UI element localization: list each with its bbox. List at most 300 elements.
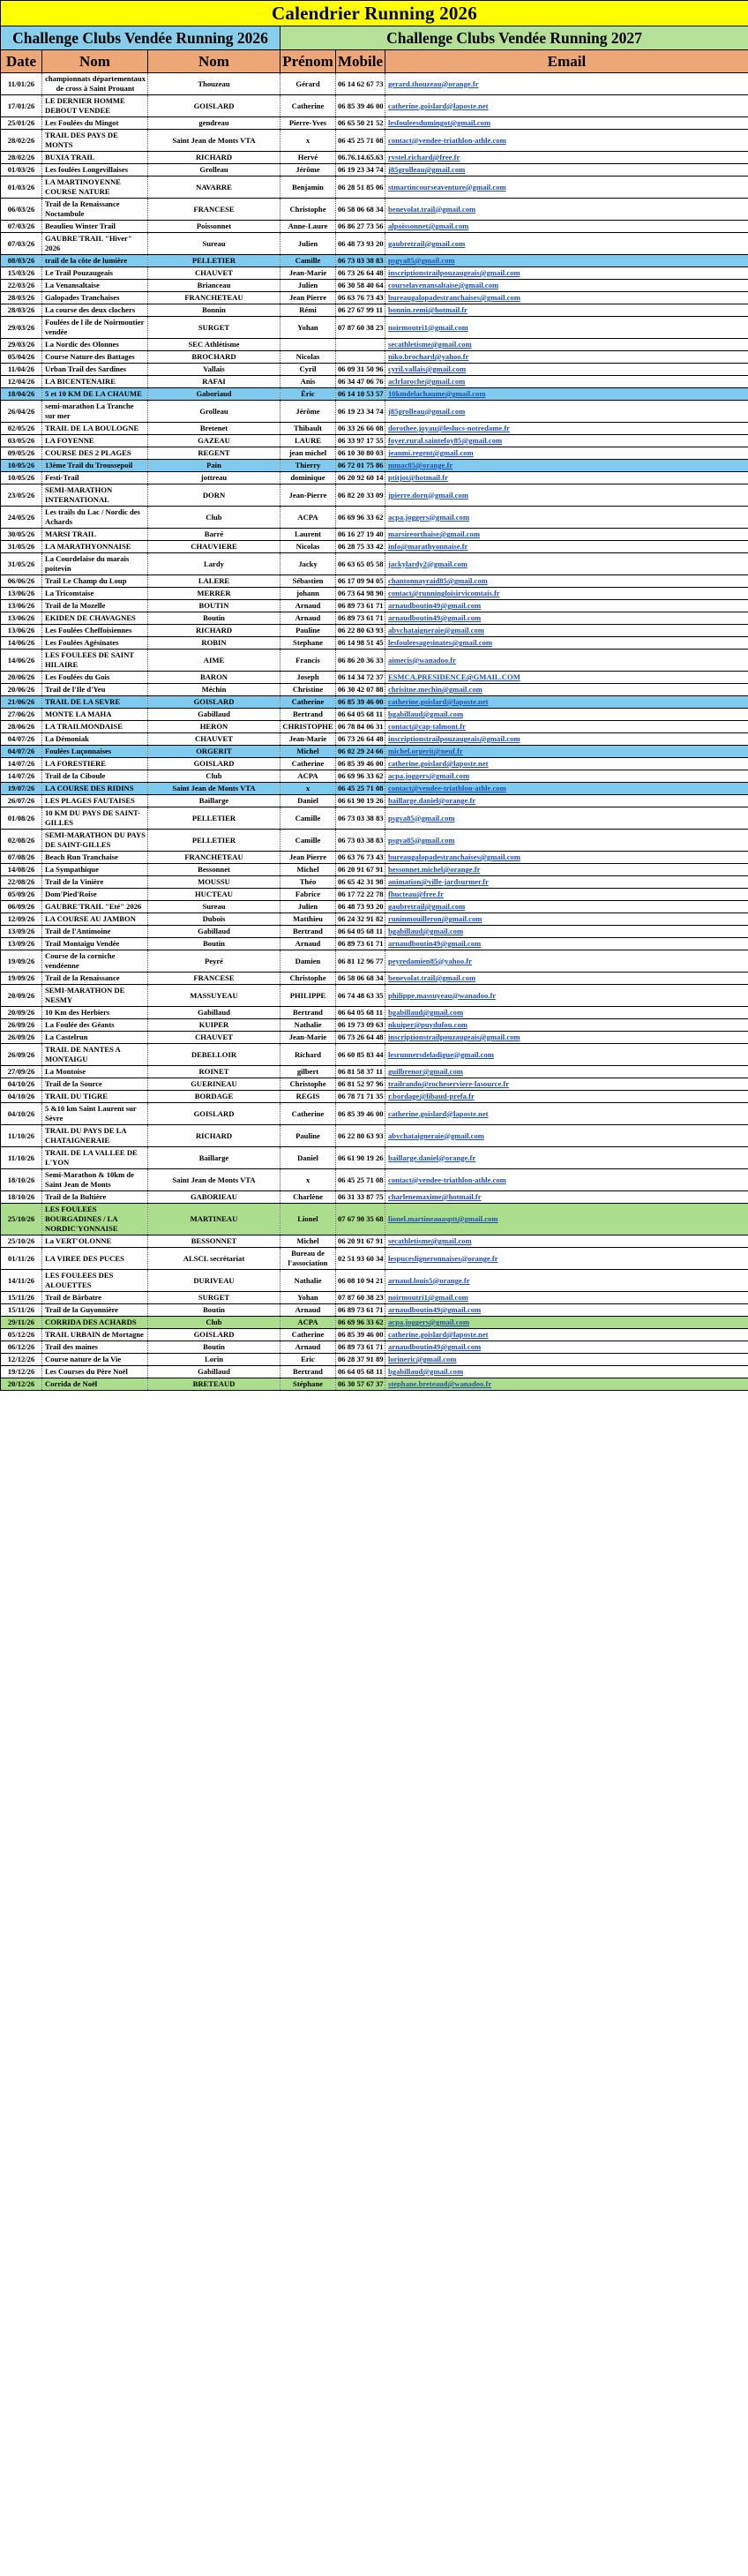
email-link[interactable]: catherine.goislard@laposte.net — [388, 1108, 489, 1118]
contact-mobile: 02 51 93 60 34 — [336, 1248, 385, 1270]
contact-firstname: Camille — [280, 807, 336, 830]
contact-mobile: 06 34 47 06 76 — [336, 376, 385, 388]
contact-email[interactable] — [385, 758, 748, 770]
contact-email[interactable] — [385, 130, 748, 152]
email-link[interactable]: baillarge.daniel@orange.fr — [388, 1153, 476, 1162]
contact-lastname: Gabillaud — [148, 1366, 280, 1378]
email-link[interactable]: jackylardy2@gmail.com — [388, 559, 468, 568]
email-link[interactable]: arnaudboutin49@gmail.com — [388, 601, 482, 610]
email-link[interactable]: acpa.joggers@gmail.com — [388, 512, 470, 522]
table-row — [1, 1341, 748, 1354]
contact-email[interactable] — [385, 176, 748, 199]
email-link[interactable]: contact@cap-talmont.fr — [388, 722, 466, 731]
email-link[interactable]: bgabillaud@gmail.com — [388, 1008, 464, 1017]
email-link[interactable]: catherine.goislard@laposte.net — [388, 101, 489, 110]
contact-email[interactable] — [385, 472, 748, 484]
email-link[interactable]: catherine.goislard@laposte.net — [388, 759, 489, 768]
contact-email[interactable] — [385, 1007, 748, 1019]
contact-email[interactable] — [385, 460, 748, 472]
event-date: 03/05/26 — [1, 435, 42, 447]
email-link[interactable]: noirmoutri1@gmail.com — [388, 322, 468, 332]
contact-lastname: CHAUVET — [148, 1032, 280, 1044]
contact-email[interactable] — [385, 1329, 748, 1341]
contact-email[interactable] — [385, 1078, 748, 1091]
email-link[interactable]: animation@ville-jardsurmer.fr — [388, 877, 489, 886]
email-link[interactable]: marsireorthaise@gmail.com — [388, 529, 481, 538]
email-link[interactable]: bureaugalopadestranchaises@gmail.com — [388, 852, 520, 861]
contact-email[interactable] — [385, 507, 748, 529]
contact-lastname: Gaboriaud — [148, 388, 280, 401]
contact-email[interactable] — [385, 684, 748, 696]
contact-email[interactable] — [385, 541, 748, 553]
email-link[interactable]: secathletisme@gmail.com — [388, 340, 472, 349]
contact-email[interactable] — [385, 95, 748, 117]
contact-firstname: Matthieu — [280, 913, 336, 926]
table-row — [1, 529, 748, 541]
header-email: Email — [385, 50, 748, 73]
email-link[interactable]: arnaudboutin49@gmail.com — [388, 1305, 482, 1314]
email-link[interactable]: peyredamien85@yahoo.fr — [388, 956, 472, 965]
contact-email[interactable] — [385, 117, 748, 130]
contact-email[interactable] — [385, 876, 748, 889]
event-date: 04/10/26 — [1, 1078, 42, 1091]
event-date: 13/09/26 — [1, 926, 42, 938]
event-date: 22/08/26 — [1, 876, 42, 889]
email-link[interactable]: r.bordage@libaud-prefa.fr — [388, 1092, 475, 1100]
contact-firstname: x — [280, 783, 336, 795]
contact-email[interactable] — [385, 351, 748, 364]
email-link[interactable]: stmartincourseaventure@gmail.com — [388, 182, 506, 192]
contact-email[interactable] — [385, 926, 748, 938]
contact-firstname: Bertrand — [280, 926, 336, 938]
email-link[interactable]: catherine.goislard@laposte.net — [388, 1330, 489, 1339]
email-link[interactable]: gerard.thouzeau@orange.fr — [388, 79, 479, 88]
email-link[interactable]: contact@vendee-triathlon-athle.com — [388, 135, 506, 145]
contact-firstname: Hervé — [280, 152, 336, 164]
contact-lastname: SEC Athlétisme — [148, 339, 280, 351]
event-name: LA FOYENNE — [42, 435, 148, 447]
contact-email[interactable] — [385, 267, 748, 280]
email-link[interactable]: bessonnet.michel@orange.fr — [388, 865, 481, 874]
contact-firstname: Christophe — [280, 199, 336, 221]
event-name: La course des deux clochers — [42, 304, 148, 317]
email-link[interactable]: cyril.vallais@gmail.com — [388, 364, 467, 373]
contact-email[interactable] — [385, 950, 748, 973]
contact-mobile: 06 22 80 63 93 — [336, 625, 385, 637]
event-name: Trail de la Source — [42, 1078, 148, 1091]
contact-email[interactable] — [385, 746, 748, 758]
contact-mobile: 06 73 26 64 48 — [336, 267, 385, 280]
email-link[interactable]: psgva85@gmail.com — [388, 813, 455, 822]
email-link[interactable]: philippe.massuyeau@wanadoo.fr — [388, 990, 497, 1000]
table-row — [1, 376, 748, 388]
event-date: 06/09/26 — [1, 901, 42, 913]
event-name: LES FOULEES BOURGADINES / LA NORDIC'YONNAISE — [42, 1204, 148, 1235]
contact-firstname: Daniel — [280, 1147, 336, 1169]
email-link[interactable]: nkuiper@puydufou.com — [388, 1020, 468, 1029]
email-link[interactable]: baillarge.daniel@orange.fr — [388, 796, 476, 805]
contact-email[interactable] — [385, 1366, 748, 1378]
table-row — [1, 1066, 748, 1078]
event-name: LA TRAILMONDAISE — [42, 721, 148, 733]
event-date: 01/03/26 — [1, 176, 42, 199]
contact-email[interactable] — [385, 612, 748, 625]
email-link[interactable]: catherine.goislard@laposte.net — [388, 697, 489, 706]
contact-firstname: Bureau de l'association — [280, 1248, 336, 1270]
contact-email[interactable] — [385, 709, 748, 721]
contact-email[interactable] — [385, 1169, 748, 1191]
contact-email[interactable] — [385, 1270, 748, 1292]
table-row — [1, 588, 748, 600]
email-link[interactable]: arnaudboutin49@gmail.com — [388, 613, 482, 622]
contact-lastname: PELLETIER — [148, 807, 280, 830]
contact-email[interactable] — [385, 1354, 748, 1366]
email-link[interactable]: gaubretrail@gmail.com — [388, 238, 466, 248]
contact-email[interactable] — [385, 435, 748, 447]
email-link[interactable]: lesrunnersdeladigue@gmail.com — [388, 1049, 494, 1059]
contact-lastname: GOISLARD — [148, 1329, 280, 1341]
contact-mobile: 06 58 06 68 34 — [336, 973, 385, 985]
email-link[interactable]: mmac85@orange.fr — [388, 461, 453, 469]
contact-email[interactable] — [385, 1292, 748, 1304]
contact-email[interactable] — [385, 221, 748, 233]
contact-email[interactable] — [385, 721, 748, 733]
event-name: TRAIL DE LA BOULOGNE — [42, 423, 148, 435]
contact-mobile: 06 85 39 46 00 — [336, 1329, 385, 1341]
event-name: Trail des maines — [42, 1341, 148, 1354]
contact-lastname: BOUTIN — [148, 600, 280, 612]
table-row — [1, 460, 748, 472]
contact-email[interactable] — [385, 913, 748, 926]
email-link[interactable]: abvchataigneraie@gmail.com — [388, 626, 484, 635]
contact-lastname: Vallais — [148, 364, 280, 376]
contact-mobile: 06 86 20 36 33 — [336, 650, 385, 672]
event-name: LA FORESTIERE — [42, 758, 148, 770]
contact-email[interactable] — [385, 388, 748, 401]
contact-firstname: Yohan — [280, 1292, 336, 1304]
event-date: 14/11/26 — [1, 1270, 42, 1292]
event-date: 13/06/26 — [1, 588, 42, 600]
contact-mobile: 06 45 25 71 08 — [336, 130, 385, 152]
contact-lastname: Lorin — [148, 1354, 280, 1366]
event-name: Les Foulées Cheffoisiennes — [42, 625, 148, 637]
email-link[interactable]: contact@vendee-triathlon-athle.com — [388, 1175, 506, 1184]
email-link[interactable]: charlenemaxime@hotmail.fr — [388, 1192, 482, 1201]
contact-email[interactable] — [385, 672, 748, 684]
contact-email[interactable] — [385, 1378, 748, 1391]
event-date: 20/09/26 — [1, 985, 42, 1007]
table-row — [1, 255, 748, 267]
email-link[interactable]: fhucteau@free.fr — [388, 890, 444, 898]
contact-mobile: 06 45 25 71 08 — [336, 1169, 385, 1191]
contact-lastname: HUCTEAU — [148, 889, 280, 901]
contact-email[interactable] — [385, 696, 748, 709]
event-name: GAUBRE'TRAIL "Hiver" 2026 — [42, 233, 148, 255]
contact-email[interactable] — [385, 1235, 748, 1248]
contact-mobile: 06 08 10 94 21 — [336, 1270, 385, 1292]
event-name: 5 &10 km Saint Laurent sur Sèvre — [42, 1103, 148, 1125]
email-link[interactable]: ESMCA.PRESIDENCE@GMAIL.COM — [388, 672, 520, 681]
event-name: Trail de Bârbatre — [42, 1292, 148, 1304]
contact-email[interactable] — [385, 1204, 748, 1235]
table-row — [1, 637, 748, 650]
table-row — [1, 1078, 748, 1091]
email-link[interactable]: lorineric@gmail.com — [388, 1355, 457, 1363]
email-link[interactable]: 10kmdelachaume@gmail.com — [388, 389, 486, 398]
contact-email[interactable] — [385, 1125, 748, 1147]
email-link[interactable]: inscriptionstrailpouzaugeais@gmail.com — [388, 268, 520, 277]
contact-email[interactable] — [385, 1317, 748, 1329]
event-name: La Tricomtaise — [42, 588, 148, 600]
email-link[interactable]: j85grolleau@gmail.com — [388, 406, 466, 416]
email-link[interactable]: stephane.breteaud@wanadoo.fr — [388, 1379, 492, 1388]
column-header-row — [1, 50, 748, 73]
contact-mobile: 06 48 73 93 20 — [336, 233, 385, 255]
contact-email[interactable] — [385, 1248, 748, 1270]
contact-lastname: gendreau — [148, 117, 280, 130]
event-name: Trail de la Mozelle — [42, 600, 148, 612]
contact-email[interactable] — [385, 733, 748, 746]
challenge-2027-label: Challenge Clubs Vendée Running 2027 — [280, 26, 748, 50]
event-name: Les Foulées du Gois — [42, 672, 148, 684]
contact-mobile: 06 69 96 33 62 — [336, 1317, 385, 1329]
email-link[interactable]: bureaugalopadestranchaises@gmail.com — [388, 293, 520, 302]
event-date: 18/04/26 — [1, 388, 42, 401]
email-link[interactable]: acpa.joggers@gmail.com — [388, 771, 470, 780]
event-name: Trail Montaigu Vendée — [42, 938, 148, 950]
email-link[interactable]: psgva85@gmail.com — [388, 256, 455, 265]
contact-email[interactable] — [385, 770, 748, 783]
contact-firstname: jean michel — [280, 447, 336, 460]
contact-email[interactable] — [385, 1191, 748, 1204]
email-link[interactable]: aimecis@wanadoo.fr — [388, 655, 456, 665]
email-link[interactable]: bgabillaud@gmail.com — [388, 927, 464, 935]
event-name: 13ème Trail du Troussepoil — [42, 460, 148, 472]
contact-email[interactable] — [385, 600, 748, 612]
contact-email[interactable] — [385, 985, 748, 1007]
event-name: 10 Km des Herbiers — [42, 1007, 148, 1019]
contact-email[interactable] — [385, 364, 748, 376]
table-row — [1, 176, 748, 199]
contact-email[interactable] — [385, 292, 748, 304]
contact-email[interactable] — [385, 529, 748, 541]
email-link[interactable]: acpa.joggers@gmail.com — [388, 1318, 470, 1326]
email-link[interactable]: benevolat.trail@gmail.com — [388, 973, 476, 982]
email-link[interactable]: trailrando@rocheserviere-lasource.fr — [388, 1079, 510, 1088]
contact-email[interactable] — [385, 637, 748, 650]
contact-firstname: dominique — [280, 472, 336, 484]
contact-lastname: jottreau — [148, 472, 280, 484]
table-row — [1, 423, 748, 435]
contact-mobile: 06 02 29 24 66 — [336, 746, 385, 758]
email-link[interactable]: contact@runningloisirvicomtais.fr — [388, 589, 500, 597]
email-link[interactable]: arnaudboutin49@gmail.com — [388, 939, 482, 948]
contact-email[interactable] — [385, 901, 748, 913]
event-name: Course Nature des Battages — [42, 351, 148, 364]
contact-lastname: DEBELLOIR — [148, 1044, 280, 1066]
contact-email[interactable] — [385, 199, 748, 221]
contact-email[interactable] — [385, 1066, 748, 1078]
table-row — [1, 575, 748, 588]
contact-email[interactable] — [385, 1044, 748, 1066]
contact-firstname: Richard — [280, 1044, 336, 1066]
email-link[interactable]: aclrlaroche@gmail.com — [388, 377, 466, 386]
contact-email[interactable] — [385, 73, 748, 95]
email-link[interactable]: j85grolleau@gmail.com — [388, 165, 466, 174]
email-link[interactable]: bonnin.remi@hotmail.fr — [388, 305, 468, 314]
email-link[interactable]: inscriptionstrailpouzaugeais@gmail.com — [388, 734, 520, 743]
table-row — [1, 1366, 748, 1378]
email-link[interactable]: noirmoutri1@gmail.com — [388, 1293, 468, 1302]
contact-email[interactable] — [385, 830, 748, 852]
contact-lastname: BARON — [148, 672, 280, 684]
contact-mobile: 06 27 67 99 11 — [336, 304, 385, 317]
contact-lastname: BRETEAUD — [148, 1378, 280, 1391]
contact-email[interactable] — [385, 376, 748, 388]
table-row — [1, 672, 748, 684]
email-link[interactable]: abvchataigneraie@gmail.com — [388, 1130, 484, 1140]
contact-email[interactable] — [385, 1304, 748, 1317]
contact-firstname: Jean Pierre — [280, 292, 336, 304]
email-link[interactable]: secathletisme@gmail.com — [388, 1236, 472, 1245]
email-link[interactable]: bgabillaud@gmail.com — [388, 710, 464, 718]
table-row — [1, 233, 748, 255]
contact-mobile: 06 69 96 33 62 — [336, 770, 385, 783]
email-link[interactable]: arnaudboutin49@gmail.com — [388, 1342, 482, 1351]
table-row — [1, 73, 748, 95]
contact-firstname: Théo — [280, 876, 336, 889]
contact-email[interactable] — [385, 795, 748, 807]
email-link[interactable]: gaubretrail@gmail.com — [388, 902, 466, 911]
contact-mobile: 06 81 52 97 96 — [336, 1078, 385, 1091]
contact-email[interactable] — [385, 625, 748, 637]
contact-email[interactable] — [385, 152, 748, 164]
table-row — [1, 852, 748, 864]
contact-email[interactable] — [385, 864, 748, 876]
event-date: 15/11/26 — [1, 1304, 42, 1317]
event-date: 28/02/26 — [1, 152, 42, 164]
contact-email[interactable] — [385, 339, 748, 351]
contact-email[interactable] — [385, 973, 748, 985]
email-link[interactable]: arnaud.louis5@orange.fr — [388, 1275, 470, 1285]
contact-firstname: Julien — [280, 280, 336, 292]
event-name: La Foulée des Géants — [42, 1019, 148, 1032]
email-link[interactable]: lesfouleesdumingot@gmail.com — [388, 118, 491, 127]
contact-email[interactable] — [385, 447, 748, 460]
table-row — [1, 1378, 748, 1391]
email-link[interactable]: foyer.rural.saintefoy85@gmail.com — [388, 436, 503, 445]
contact-email[interactable] — [385, 1019, 748, 1032]
email-link[interactable]: benevolat.trail@gmail.com — [388, 204, 476, 214]
contact-email[interactable] — [385, 575, 748, 588]
email-link[interactable]: psgva85@gmail.com — [388, 835, 455, 845]
event-name: TRAIL DU TIGRE — [42, 1091, 148, 1103]
table-row — [1, 758, 748, 770]
contact-email[interactable] — [385, 1147, 748, 1169]
event-name: CORRIDA DES ACHARDS — [42, 1317, 148, 1329]
contact-mobile: 06 60 85 83 44 — [336, 1044, 385, 1066]
table-row — [1, 684, 748, 696]
contact-firstname: Pauline — [280, 625, 336, 637]
contact-email[interactable] — [385, 317, 748, 339]
email-link[interactable]: alpoissonnet@gmail.com — [388, 222, 469, 230]
email-link[interactable]: niko.brochard@yahoo.fr — [388, 352, 469, 361]
contact-email[interactable] — [385, 588, 748, 600]
contact-email[interactable] — [385, 280, 748, 292]
contact-email[interactable] — [385, 423, 748, 435]
email-link[interactable]: ptitjot@hotmail.fr — [388, 473, 448, 482]
contact-lastname: Club — [148, 507, 280, 529]
contact-firstname: Jean-Marie — [280, 1032, 336, 1044]
email-link[interactable]: bgabillaud@gmail.com — [388, 1367, 464, 1376]
email-link[interactable]: jeanmi.regent@gmail.com — [388, 448, 474, 457]
contact-email[interactable] — [385, 1103, 748, 1125]
email-link[interactable]: dorothee.joyau@leslucs-notredame.fr — [388, 424, 510, 432]
email-link[interactable]: info@marathyonnaise.fr — [388, 542, 468, 551]
contact-email[interactable] — [385, 938, 748, 950]
table-row — [1, 746, 748, 758]
contact-email[interactable] — [385, 553, 748, 575]
contact-email[interactable] — [385, 1341, 748, 1354]
contact-email[interactable] — [385, 852, 748, 864]
event-date: 07/08/26 — [1, 852, 42, 864]
contact-email[interactable] — [385, 1032, 748, 1044]
table-row — [1, 304, 748, 317]
email-link[interactable]: courselavenansaltaise@gmail.com — [388, 281, 499, 289]
contact-email[interactable] — [385, 401, 748, 423]
email-link[interactable]: lespucesligneronnaises@orange.fr — [388, 1253, 498, 1263]
contact-lastname: ALSCL secrétariat — [148, 1248, 280, 1270]
email-link[interactable]: inscriptionstrailpouzaugeais@gmail.com — [388, 1033, 520, 1041]
contact-lastname: ORGERIT — [148, 746, 280, 758]
email-link[interactable]: contact@vendee-triathlon-athle.com — [388, 784, 506, 792]
event-name: MARSI TRAIL — [42, 529, 148, 541]
contact-email[interactable] — [385, 783, 748, 795]
event-date: 20/06/26 — [1, 672, 42, 684]
email-link[interactable]: chrisitne.mechin@gmail.com — [388, 685, 482, 694]
email-link[interactable]: rvstel.richard@free.fr — [388, 153, 460, 161]
email-link[interactable]: jpierre.dorn@gmail.com — [388, 490, 468, 499]
event-name: 10 KM DU PAYS DE SAINT-GILLES — [42, 807, 148, 830]
email-link[interactable]: lionel.martineauasptt@gmail.com — [388, 1214, 498, 1223]
contact-lastname: ROBIN — [148, 637, 280, 650]
event-name: Foulées de l ile de Noirmoutier vendée — [42, 317, 148, 339]
email-link[interactable]: chantonnayraid85@gmail.com — [388, 576, 488, 585]
table-row — [1, 600, 748, 612]
contact-email[interactable] — [385, 889, 748, 901]
event-name: 5 et 10 KM DE LA CHAUME — [42, 388, 148, 401]
contact-email[interactable] — [385, 255, 748, 267]
contact-email[interactable] — [385, 164, 748, 176]
contact-email[interactable] — [385, 484, 748, 507]
event-name: Course de la corniche vendéenne — [42, 950, 148, 973]
contact-mobile: 06 63 76 73 43 — [336, 852, 385, 864]
contact-email[interactable] — [385, 1091, 748, 1103]
email-link[interactable]: michel.orgerit@neuf.fr — [388, 747, 463, 755]
challenge-2026-label: Challenge Clubs Vendée Running 2026 — [1, 26, 280, 50]
contact-lastname: Poissonnet — [148, 221, 280, 233]
event-name: Trail de l'Ile d'Yeu — [42, 684, 148, 696]
email-link[interactable]: guilbrenor@gmail.com — [388, 1067, 463, 1076]
contact-email[interactable] — [385, 233, 748, 255]
email-link[interactable]: runinmouilleron@gmail.com — [388, 914, 482, 923]
contact-email[interactable] — [385, 807, 748, 830]
contact-email[interactable] — [385, 304, 748, 317]
table-row — [1, 1007, 748, 1019]
table-row — [1, 1235, 748, 1248]
contact-email[interactable] — [385, 650, 748, 672]
email-link[interactable]: lesfouleesagesinates@gmail.com — [388, 638, 493, 647]
